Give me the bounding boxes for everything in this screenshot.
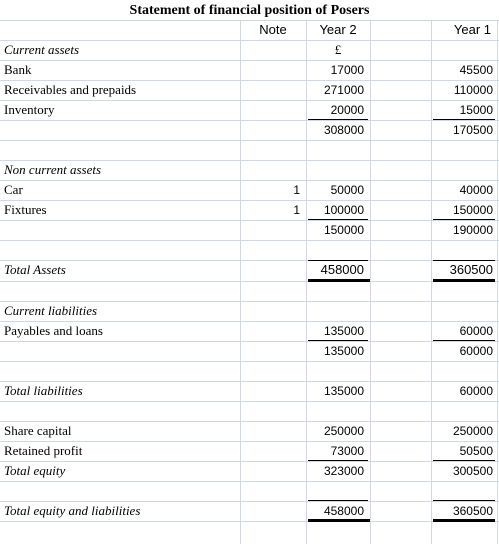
table-row	[0, 200, 499, 220]
section-label[interactable]: Non current assets	[4, 162, 102, 177]
table-row	[0, 321, 499, 341]
table-row	[0, 120, 499, 140]
year2-value[interactable]: 17000	[330, 63, 364, 77]
note-column-header[interactable]: Note	[259, 22, 287, 37]
row-divider	[0, 240, 499, 241]
row-label[interactable]: Fixtures	[4, 202, 47, 217]
year2-column-header[interactable]: Year 2	[319, 22, 357, 37]
table-row	[0, 220, 499, 240]
total-label[interactable]: Total Assets	[4, 262, 66, 277]
table-row	[0, 341, 499, 361]
year1-value[interactable]: 40000	[459, 183, 493, 197]
year1-value[interactable]: 150000	[452, 203, 493, 217]
year1-total[interactable]: 360500	[452, 504, 493, 518]
note-value[interactable]: 1	[293, 183, 300, 197]
row-divider	[0, 481, 499, 482]
table-row	[0, 421, 499, 441]
year1-total[interactable]: 300500	[452, 464, 493, 478]
header-row	[0, 20, 499, 40]
row-label[interactable]: Receivables and prepaids	[4, 82, 137, 97]
row-label[interactable]: Share capital	[4, 423, 72, 438]
table-row	[0, 301, 499, 321]
year2-value[interactable]: 20000	[330, 103, 364, 117]
year2-total[interactable]: 323000	[323, 464, 364, 478]
statement-title: Statement of financial position of Posers	[129, 3, 370, 18]
total-label[interactable]: Total equity	[4, 463, 66, 478]
currency-symbol[interactable]: £	[334, 42, 342, 57]
table-row	[0, 501, 499, 521]
double-underline	[433, 519, 495, 522]
year2-total[interactable]: 458000	[323, 504, 364, 518]
row-label[interactable]: Inventory	[4, 102, 55, 117]
row-label[interactable]: Bank	[4, 62, 32, 77]
year1-total[interactable]: 60000	[459, 384, 493, 398]
table-row	[0, 160, 499, 180]
table-row	[0, 461, 499, 481]
year2-value[interactable]: 73000	[330, 444, 364, 458]
year2-subtotal[interactable]: 308000	[323, 123, 364, 137]
year1-subtotal[interactable]: 60000	[459, 344, 493, 358]
year1-column-header[interactable]: Year 1	[453, 22, 491, 37]
row-label[interactable]: Retained profit	[4, 443, 83, 458]
year1-total[interactable]: 360500	[449, 262, 493, 277]
year1-value[interactable]: 250000	[452, 424, 493, 438]
year1-subtotal[interactable]: 190000	[452, 223, 493, 237]
note-value[interactable]: 1	[293, 203, 300, 217]
year2-total[interactable]: 458000	[320, 262, 364, 277]
total-label[interactable]: Total equity and liabilities	[4, 503, 141, 518]
year2-value[interactable]: 135000	[323, 324, 364, 338]
year1-value[interactable]: 15000	[459, 103, 493, 117]
year1-value[interactable]: 60000	[459, 324, 493, 338]
row-divider	[0, 521, 499, 522]
table-row	[0, 40, 499, 60]
year2-subtotal[interactable]: 150000	[323, 223, 364, 237]
table-row	[0, 381, 499, 401]
table-row	[0, 100, 499, 120]
row-divider	[0, 401, 499, 402]
table-row	[0, 441, 499, 461]
year2-total[interactable]: 135000	[323, 384, 364, 398]
row-divider	[0, 361, 499, 362]
double-underline	[433, 279, 495, 282]
table-row	[0, 60, 499, 80]
table-row	[0, 180, 499, 200]
total-label[interactable]: Total liabilities	[4, 383, 83, 398]
year2-subtotal[interactable]: 135000	[323, 344, 364, 358]
year2-value[interactable]: 250000	[323, 424, 364, 438]
year1-value[interactable]: 110000	[453, 83, 493, 97]
row-divider	[0, 281, 499, 282]
row-label[interactable]: Payables and loans	[4, 323, 103, 338]
row-divider	[0, 140, 499, 141]
row-label[interactable]: Car	[4, 182, 23, 197]
year2-value[interactable]: 271000	[323, 83, 364, 97]
year2-value[interactable]: 50000	[330, 183, 364, 197]
year1-subtotal[interactable]: 170500	[452, 123, 493, 137]
year2-value[interactable]: 100000	[323, 203, 364, 217]
year1-value[interactable]: 50500	[459, 444, 493, 458]
table-row	[0, 260, 499, 280]
section-label[interactable]: Current liabilities	[4, 303, 98, 318]
double-underline	[308, 519, 370, 522]
table-row	[0, 80, 499, 100]
section-label[interactable]: Current assets	[4, 42, 79, 57]
double-underline	[308, 279, 370, 282]
year1-value[interactable]: 45500	[459, 63, 493, 77]
